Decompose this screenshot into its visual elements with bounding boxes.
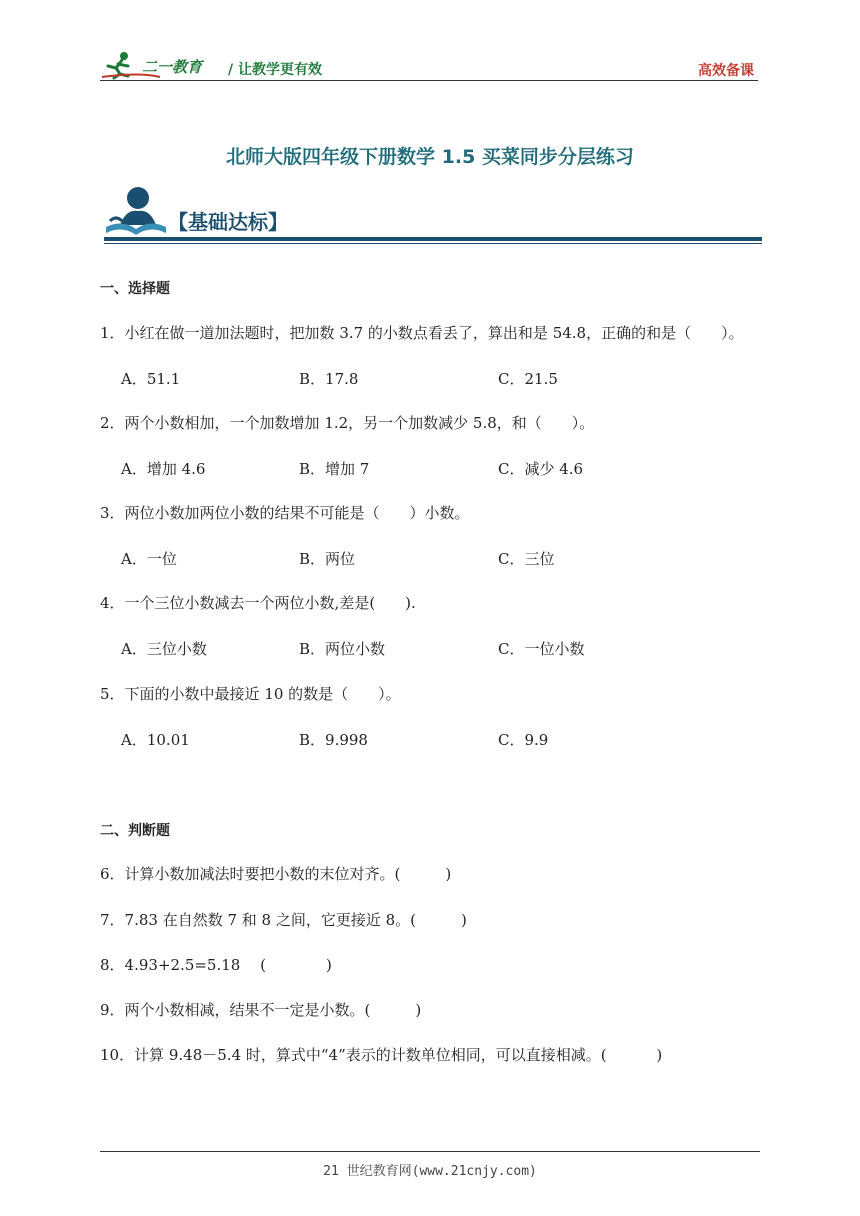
section-heading-judgment: 二、判断题 (100, 823, 170, 839)
banner-rule-thin (104, 243, 762, 244)
question-4: 4．一个三位小数减去一个两位小数,差是( ). (100, 594, 416, 612)
page-footer: 21 世纪教育网(www.21cnjy.com) (323, 1164, 537, 1179)
q2-option-b: B．增加 7 (299, 460, 370, 478)
q2-option-c: C．减少 4.6 (498, 460, 584, 478)
q4-option-a: A．三位小数 (121, 640, 207, 658)
q1-option-c: C．21.5 (498, 370, 558, 388)
q4-option-b: B．两位小数 (299, 640, 386, 658)
judgment-7: 7．7.83 在自然数 7 和 8 之间，它更接近 8。( ) (100, 911, 467, 929)
question-1: 1．小红在做一道加法题时，把加数 3.7 的小数点看丢了，算出和是 54.8，正确的和是（ ）。 (100, 324, 744, 342)
q2-option-a: A．增加 4.6 (121, 460, 206, 478)
footer-divider (100, 1151, 760, 1152)
page-title: 北师大版四年级下册数学 1.5 买菜同步分层练习 (226, 146, 634, 168)
reader-book-icon (104, 185, 168, 241)
banner-rule-thick (104, 237, 762, 241)
header-right-label: 高效备课 (698, 63, 754, 79)
q3-option-a: A．一位 (121, 550, 177, 568)
banner-label: 【基础达标】 (168, 210, 288, 234)
q4-option-c: C．一位小数 (498, 640, 585, 658)
q1-option-a: A．51.1 (121, 370, 181, 388)
question-2: 2．两个小数相加，一个加数增加 1.2，另一个加数减少 5.8，和（ ）。 (100, 414, 595, 432)
header-slogan: / 让教学更有效 (228, 62, 322, 78)
question-3: 3．两位小数加两位小数的结果不可能是（ ）小数。 (100, 504, 470, 522)
judgment-10: 10．计算 9.48－5.4 时，算式中“4”表示的计数单位相同，可以直接相减。( ) (100, 1046, 663, 1064)
question-5: 5．下面的小数中最接近 10 的数是（ ）。 (100, 685, 401, 703)
q5-option-c: C．9.9 (498, 731, 549, 749)
section-heading-choice: 一、选择题 (100, 281, 170, 297)
judgment-8: 8．4.93+2.5=5.18 ( ) (100, 956, 332, 974)
q5-option-a: A．10.01 (121, 731, 190, 749)
page-header (100, 50, 760, 82)
q3-option-b: B．两位 (299, 550, 356, 568)
header-divider (100, 80, 758, 81)
q1-option-b: B．17.8 (299, 370, 359, 388)
q3-option-c: C．三位 (498, 550, 555, 568)
logo-text: 二一教育 (142, 58, 203, 76)
judgment-9: 9．两个小数相减，结果不一定是小数。( ) (100, 1001, 422, 1019)
section-banner (104, 185, 762, 247)
judgment-6: 6．计算小数加减法时要把小数的末位对齐。( ) (100, 865, 452, 883)
q5-option-b: B．9.998 (299, 731, 368, 749)
